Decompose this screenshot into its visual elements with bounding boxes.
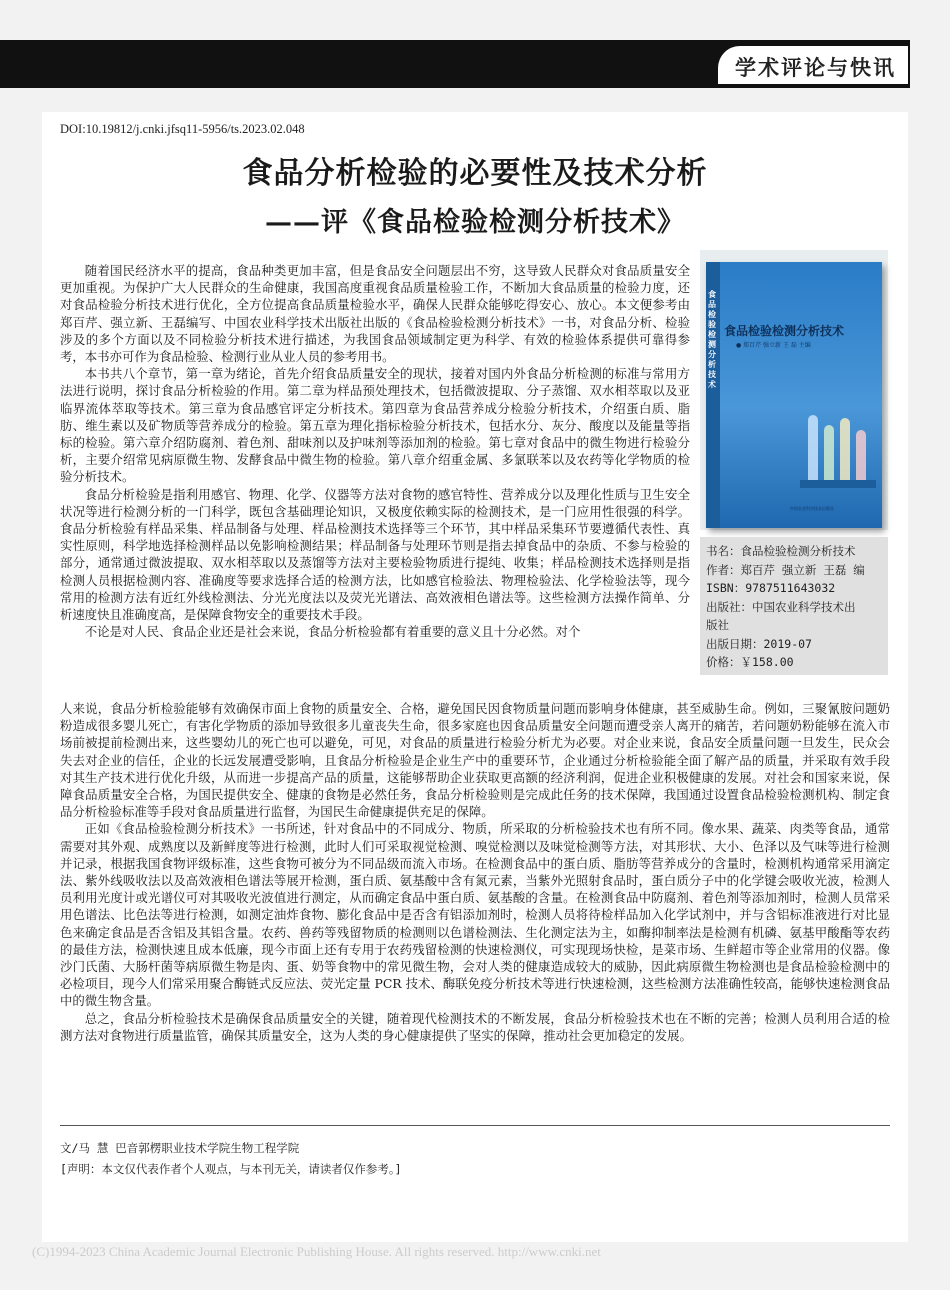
- book-cover-publisher: 中国农业科学技术出版社: [790, 506, 834, 511]
- paragraph: 不论是对人民、食品企业还是社会来说，食品分析检验都有着重要的意义且十分必然。对个: [84, 624, 581, 640]
- book-info-title: 书名：食品检验检测分析技术: [706, 544, 856, 558]
- author-line: 文/马 慧 巴音郭楞职业技术学院生物工程学院: [60, 1141, 300, 1155]
- full-width-body: [60, 700, 890, 1044]
- book-info-publisher-cont: 版社: [706, 618, 729, 632]
- section-title: 学术评论与快讯: [735, 56, 896, 80]
- paragraph: 总之，食品分析检验技术是确保食品质量安全的关键，随着现代检测技术的不断发展，食品分析检验技术也在不断的完善；检测人员利用合适的检测方法对食物进行质量监管，确保其质量安全，这为人类的身心健康提供了坚实的保障，推动社会更加稳定的发展。: [60, 1010, 890, 1043]
- test-tube-icon: [800, 415, 876, 488]
- doi: DOI:10.19812/j.cnki.jfsq11-5956/ts.2023.02.048: [60, 122, 305, 136]
- test-tubes-illustration: [800, 410, 880, 500]
- book-info-price: 价格：￥158.00: [706, 655, 794, 669]
- book-info-isbn: ISBN：9787511643032: [706, 581, 836, 595]
- article-title: 食品分析检验的必要性及技术分析: [242, 156, 708, 191]
- column-body: [60, 262, 690, 640]
- book-info-date: 出版日期：2019-07: [706, 636, 812, 651]
- book-info-publisher: 出版社：中国农业科学技术出: [706, 599, 856, 614]
- book-info-list: [706, 542, 886, 672]
- copyright-watermark: (C)1994-2023 China Academic Journal Electronic Publishing House. All rights reserved. http://www.cnki.net: [32, 1244, 601, 1259]
- book-spine-title: 食品检验检测分析技术: [708, 290, 716, 389]
- paragraph: 人来说，食品分析检验能够有效确保市面上食物的质量安全、合格，避免国民因食物质量问题而影响身体健康，甚至威胁生命。例如，三聚氰胺问题奶粉造成很多婴儿死亡，有害化学物质的添加导致很多儿童丧失生命，很多家庭也因食品质量安全问题而遭受亲人离开的痛苦，若问题奶粉能够在流入市场前被提前检测出来，这些婴幼儿的死亡也可以避免，可见，对食品的质量进行检验分析尤为必要。对企业来说，食品安全质量问题一旦发生，民众会失去对企业的信任，企业的长远发展遭受影响，且食品分析检验是企业生产中的重要环节，企业通过分析检验能全面了解产品的质量，并采取有效手段对其生产技术进行优化升级，从而进一步提高产品的质量，这能够帮助企业获取更高额的经济利润，促进企业积极健康的发展。对社会和国家来说，保障食品质量安全合格，为国民提供安全、健康的食物是必然任务，食品分析检验则是完成此任务的技术保障，我国通过设置食品检验检测机构、制定食品分析检验标准等手段对食品质量进行监督，为国民生命健康提供充足的保障。: [60, 701, 890, 820]
- paragraph: 正如《食品检验检测分析技术》一书所述，针对食品中的不同成分、物质，所采取的分析检验技术也有所不同。像水果、蔬菜、肉类等食品，通常需要对其外观、成熟度以及新鲜度等进行检测，此时人们可采取视觉检测、嗅觉检测以及味觉检测等方法，对其形状、大小、色泽以及气味等进行检测并记录，根据我国食物评级标准，这些食物可被分为不同品级而流入市场。在检测食品中的蛋白质、脂肪等营养成分的含量时，检测机构通常采用滴定法、紫外线吸收法以及高效液相色谱法等展开检测，蛋白质、氨基酸中含有氮元素，当紫外光照射食品时，蛋白质分子中的化学键会吸收光波，检测人员利用光度计或光谱仪可对其吸收光波值进行测定，从而确定食品中蛋白质、氨基酸的含量。在检测食品中防腐剂、着色剂等添加剂时，检测人员常采用色谱法、比色法等进行检测，如测定油炸食物、膨化食品中是否含有铝添加剂时，检测人员将待检样品加入化学试剂中，并与含铝标准液进行对比显色来确定食品是否含铝及其铝含量。农药、兽药等残留物质的检测则以色谱检测法、生化测定法为主，如酶抑制率法是检测有机磷、氨基甲酸酯等农药的最佳方法，检测快速且成本低廉，现今市面上还有专用于农药残留检测的快速检测仪，可实现现场快检，是菜市场、生鲜超市等企业常用的仪器。像沙门氏菌、大肠杆菌等病原微生物是肉、蛋、奶等食物中的常见微生物，会对人类的健康造成较大的威胁，因此病原微生物检测也是食品检验检测中的必检项目，现今人们常采用聚合酶链式反应法、荧光定量 PCR 技术、酶联免疫分析技术等进行快速检测，这些检测方法准确性较高，能够快速检测食品中的微生物含量。: [60, 821, 890, 1009]
- book-cover-authors: ● 郑百芹 强立新 王 磊 主编: [736, 342, 811, 349]
- paragraph: 本书共八个章节，第一章为绪论，首先介绍食品质量安全的现状，接着对国内外食品分析检测的标准与常用方法进行说明，探讨食品分析检验的作用。第二章为样品预处理技术，包括微波提取、分子蒸馏、双水相萃取以及亚临界流体萃取等技术。第三章为食品感官评定分析技术。第四章为食品营养成分检验分析技术，介绍蛋白质、脂肪、维生素以及矿物质等营养成分的检验。第五章为理化指标检验分析技术，包括水分、灰分、酸度以及能量等指标的检验。第六章介绍防腐剂、着色剂、甜味剂以及护味剂等添加剂的检验。第七章对食品中的微生物进行检验分析，主要介绍常见病原微生物、发酵食品中微生物的检验。第八章介绍重金属、多氯联苯以及农药等化学物质的检验分析技术。: [60, 366, 690, 485]
- book-info-authors: 作者：郑百芹 强立新 王磊 编: [706, 562, 865, 577]
- paragraph: 食品分析检验是指利用感官、物理、化学、仪器等方法对食物的感官特性、营养成分以及理化性质与卫生安全状况等进行检测分析的一门科学，既包含基础理论知识，又极度依赖实际的检测技术，是一门应用性很强的科学。食品分析检验有样品采集、样品制备与处理、样品检测技术选择等三个环节，其中样品采集环节要遵循代表性、真实性原则，科学地选择检测样品以免影响检测结果；样品制备与处理环节则是指去掉食品中的杂质、不参与检验的部分，通常通过微波提取、双水相萃取以及蒸馏等方法对主要检验物质进行提纯、收集；样品检测技术选择则是指检测人员根据检测内容、准确度等要求选择合适的检测方法，比如感官检验法、物理检验法、化学检验法等，现今常用的检测方法有近红外线检测法、分光光度法以及荧光光谱法、高效液相色谱法等。这些检测方法操作简单、分析速度快且准确度高，是保障食物安全的重要技术手段。: [60, 486, 690, 623]
- paragraph: 随着国民经济水平的提高，食品种类更加丰富，但是食品安全问题层出不穷，这导致人民群众对食品质量安全更加重视。为保护广大人民群众的生命健康，我国高度重视食品质量检验工作，不断加大食品质量的检验力度，还对食品检验分析技术进行优化，全方位提高食品质量检验水平，确保人民群众能够吃得安心、放心。本文便参考由郑百芹、强立新、王磊编写、中国农业科学技术出版社出版的《食品检验检测分析技术》一书，对食品分析、检验涉及的多个方面以及不同检验分析技术进行描述，为我国食品领域制定更为科学、有效的检验体系提供可靠得参考，本书亦可作为食品检验、检测行业从业人员的参考用书。: [60, 263, 690, 365]
- footer-divider: [60, 1125, 890, 1126]
- article-subtitle: ——评《食品检验检测分析技术》: [265, 207, 685, 238]
- disclaimer: [声明：本文仅代表作者个人观点，与本刊无关，请读者仅作参考。]: [60, 1162, 402, 1176]
- footer: [60, 1138, 402, 1180]
- book-cover-title: 食品检验检测分析技术: [724, 324, 845, 338]
